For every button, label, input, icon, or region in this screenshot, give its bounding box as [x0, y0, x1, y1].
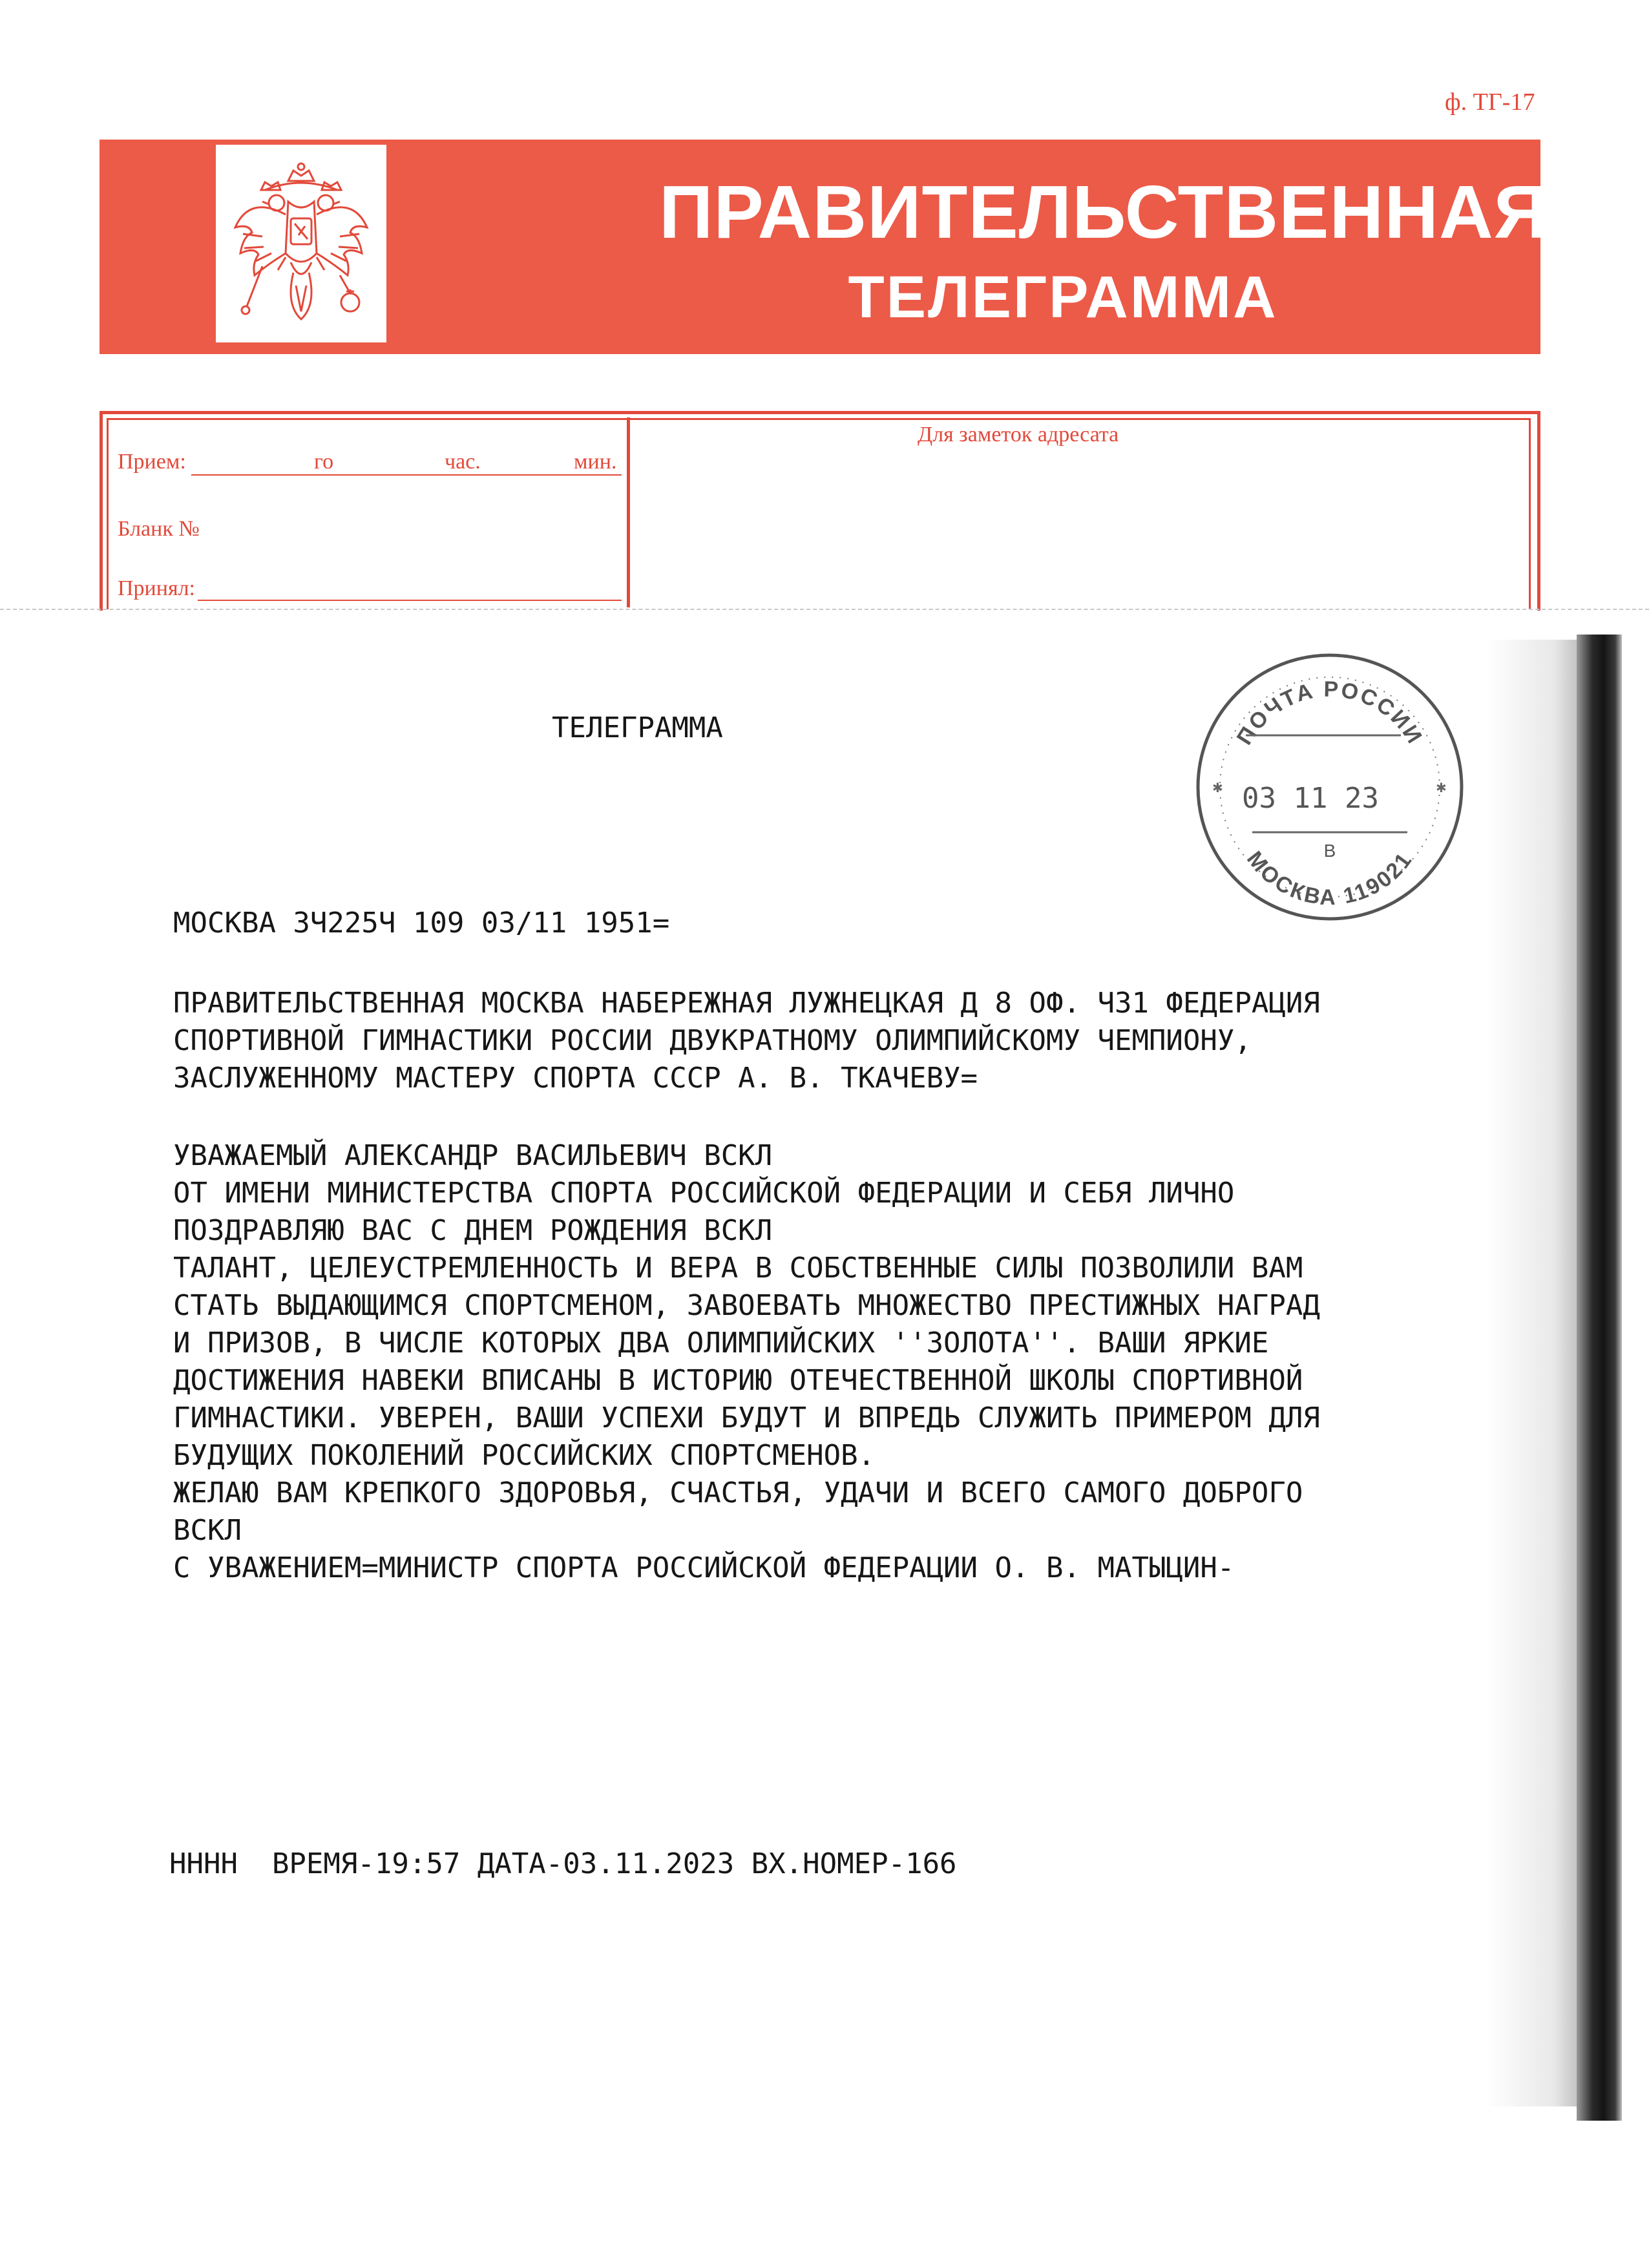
signature-line: С УВАЖЕНИЕМ=МИНИСТР СПОРТА РОССИЙСКОЙ ФЕДЕРАЦИИ О. В. МАТЫЦИН-: [173, 1551, 1235, 1584]
tape-edge: [1577, 635, 1622, 2121]
address-block: [173, 985, 1320, 1097]
body-line: ПОЗДРАВЛЯЮ ВАС С ДНЕМ РОЖДЕНИЯ ВСКЛ: [173, 1214, 773, 1247]
body-line: ЖЕЛАЮ ВАМ КРЕПКОГО ЗДОРОВЬЯ, СЧАСТЬЯ, УДАЧИ И ВСЕГО САМОГО ДОБРОГО: [173, 1476, 1303, 1509]
stamp-star-right: ✱: [1436, 780, 1447, 795]
stamp-bottom-text: МОСКВА 119021: [1242, 846, 1418, 910]
postmark-stamp: [1181, 638, 1478, 936]
accepted-line: [198, 600, 622, 601]
body-line: ОТ ИМЕНИ МИНИСТЕРСТВА СПОРТА РОССИЙСКОЙ ФЕДЕРАЦИИ И СЕБЯ ЛИЧНО: [173, 1177, 1235, 1210]
address-line: СПОРТИВНОЙ ГИМНАСТИКИ РОССИИ ДВУКРАТНОМУ ОЛИМПИЙСКОМУ ЧЕМПИОНУ,: [173, 1024, 1252, 1057]
telegram-header: ТЕЛЕГРАММА: [552, 711, 723, 744]
russian-coat-of-arms-icon: [224, 156, 379, 331]
received-go-label: го: [314, 450, 334, 474]
stamp-date: 03 11 23: [1242, 782, 1379, 815]
received-label: Прием:: [118, 450, 186, 474]
address-line: ПРАВИТЕЛЬСТВЕННАЯ МОСКВА НАБЕРЕЖНАЯ ЛУЖНЕЦКАЯ Д 8 ОФ. Ч31 ФЕДЕРАЦИЯ: [173, 987, 1320, 1020]
blank-number-label: Бланк №: [118, 517, 200, 541]
message-body: [173, 1137, 1320, 1587]
emblem-box: [216, 145, 386, 342]
body-line: ВСКЛ: [173, 1514, 242, 1547]
accepted-label: Принял:: [118, 576, 195, 600]
body-line: И ПРИЗОВ, В ЧИСЛЕ КОТОРЫХ ДВА ОЛИМПИЙСКИХ ''ЗОЛОТА''. ВАШИ ЯРКИЕ: [173, 1327, 1269, 1360]
body-line: ТАЛАНТ, ЦЕЛЕУСТРЕМЛЕННОСТЬ И ВЕРА В СОБСТВЕННЫЕ СИЛЫ ПОЗВОЛИЛИ ВАМ: [173, 1252, 1303, 1285]
received-line: [191, 474, 622, 476]
notes-inner-frame: [107, 418, 1531, 609]
stamp-letter: В: [1323, 841, 1336, 861]
body-line: ГИМНАСТИКИ. УВЕРЕН, ВАШИ УСПЕХИ БУДУТ И ВПРЕДЬ СЛУЖИТЬ ПРИМЕРОМ ДЛЯ: [173, 1402, 1320, 1434]
address-line: ЗАСЛУЖЕННОМУ МАСТЕРУ СПОРТА СССР А. В. ТКАЧЕВУ=: [173, 1062, 978, 1095]
tear-line: [0, 609, 1649, 625]
received-hours-label: час.: [445, 450, 481, 474]
addressee-notes-label: Для заметок адресата: [918, 423, 1119, 446]
body-line: ДОСТИЖЕНИЯ НАВЕКИ ВПИСАНЫ В ИСТОРИЮ ОТЕЧЕСТВЕННОЙ ШКОЛЫ СПОРТИВНОЙ: [173, 1364, 1303, 1397]
notes-divider: [627, 417, 630, 607]
received-minutes-label: мин.: [574, 450, 617, 474]
body-line: СТАТЬ ВЫДАЮЩИМСЯ СПОРТСМЕНОМ, ЗАВОЕВАТЬ МНОЖЕСТВО ПРЕСТИЖНЫХ НАГРАД: [173, 1289, 1320, 1322]
banner-title: ПРАВИТЕЛЬСТВЕННАЯ: [659, 170, 1549, 254]
stamp-star-left: ✱: [1212, 780, 1223, 795]
tape-shadow: [1486, 640, 1583, 2106]
body-line: БУДУЩИХ ПОКОЛЕНИЙ РОССИЙСКИХ СПОРТСМЕНОВ.: [173, 1439, 876, 1472]
stamp-top-text: ПОЧТА РОССИИ: [1232, 677, 1428, 750]
form-code: ф. ТГ-17: [1445, 89, 1535, 116]
body-line: УВАЖАЕМЫЙ АЛЕКСАНДР ВАСИЛЬЕВИЧ ВСКЛ: [173, 1139, 773, 1172]
route-line: МОСКВА 3Ч225Ч 109 03/11 1951=: [173, 907, 670, 940]
banner-subtitle: ТЕЛЕГРАММА: [848, 264, 1278, 330]
footer-line: НННН ВРЕМЯ-19:57 ДАТА-03.11.2023 ВХ.НОМЕР-166: [169, 1847, 957, 1880]
